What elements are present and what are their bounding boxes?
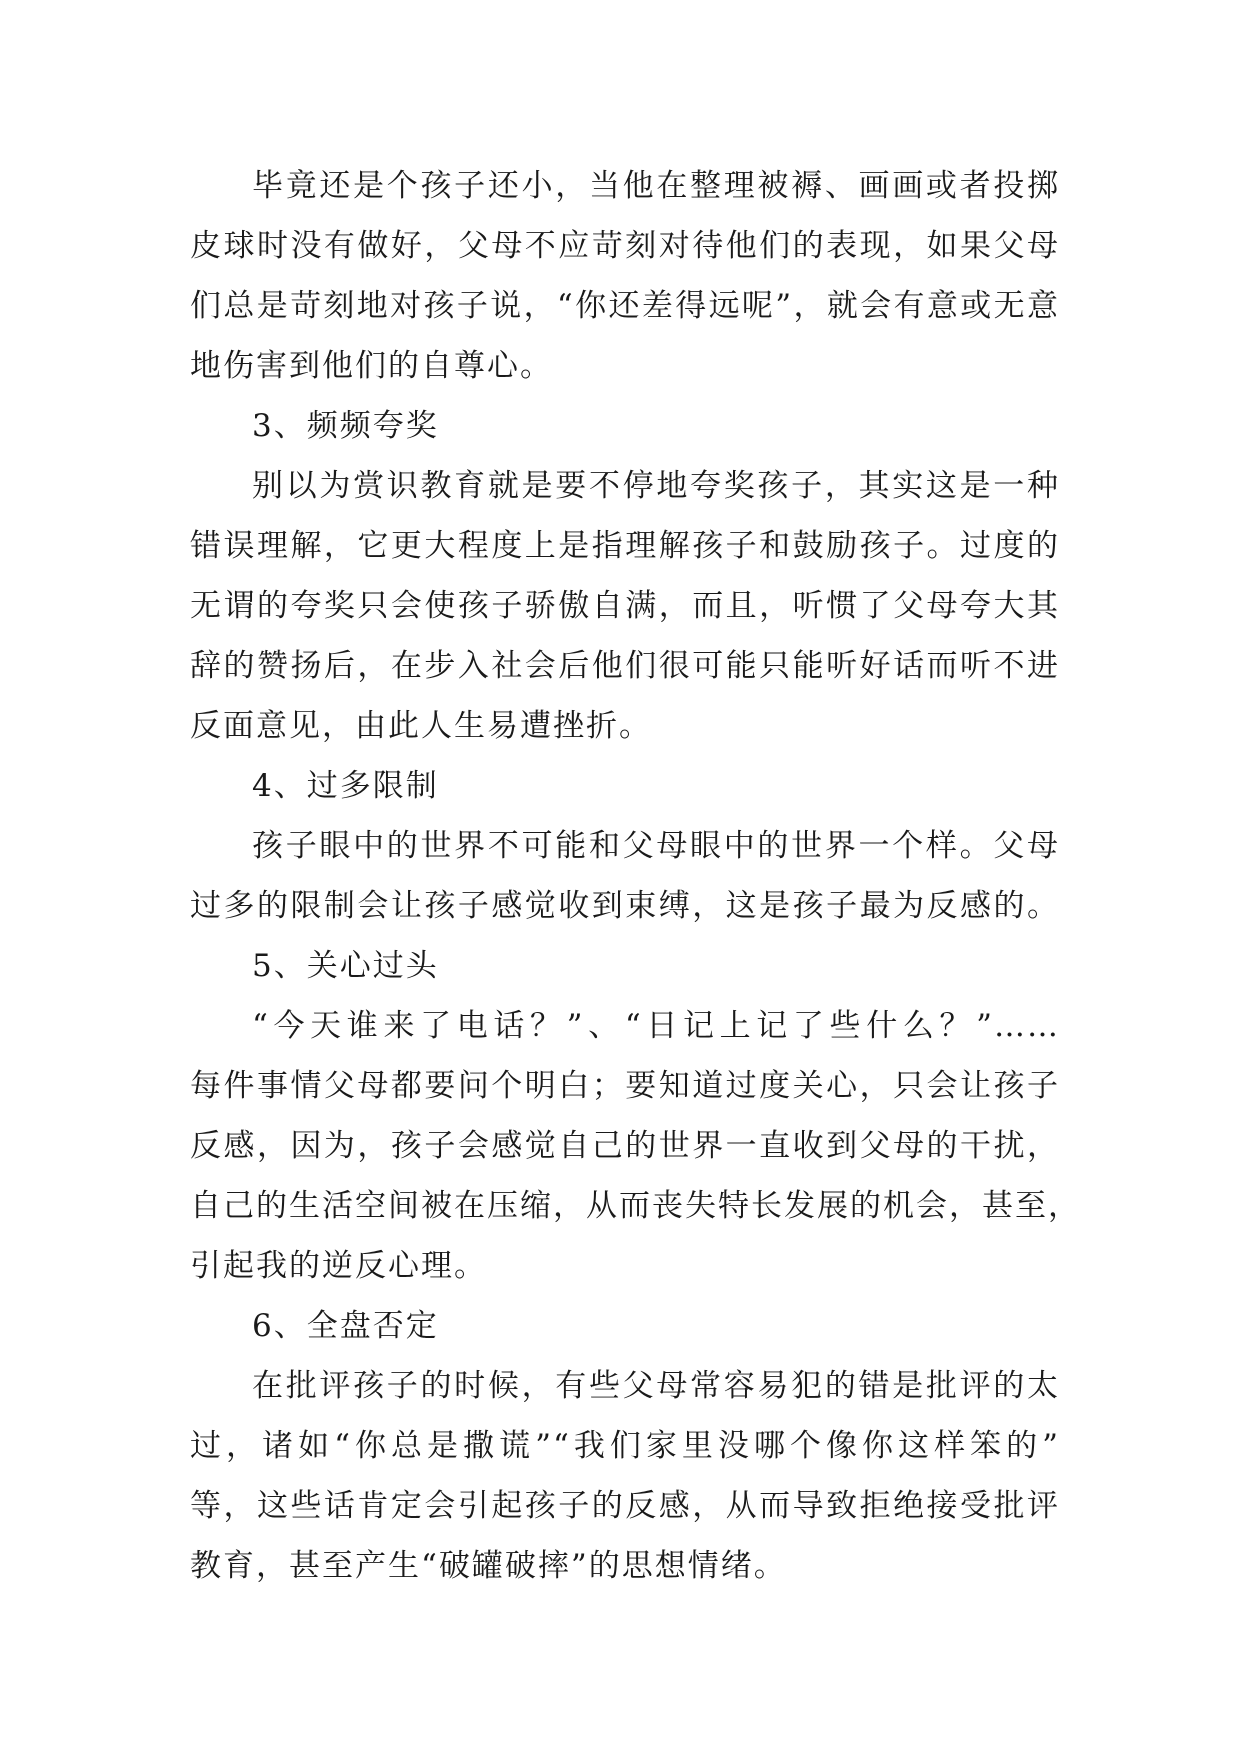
section-heading-5: 5、关心过头	[252, 948, 439, 984]
text-line: 毕竟还是个孩子还小，当他在整理被褥、画画或者投掷	[252, 168, 1060, 204]
text-line: 引起我的逆反心理。	[190, 1248, 487, 1284]
text-line: 每件事情父母都要问个明白；要知道过度关心，只会让孩子	[190, 1068, 1060, 1104]
text-line: 辞的赞扬后，在步入社会后他们很可能只能听好话而听不进	[190, 648, 1060, 684]
text-line: 反面意见，由此人生易遭挫折。	[190, 708, 652, 744]
paragraph-overcare	[190, 996, 1081, 1296]
document-body	[190, 156, 1081, 1596]
text-line: “今天谁来了电话？”、“日记上记了些什么？”……	[252, 1008, 1061, 1044]
text-line: 皮球时没有做好，父母不应苛刻对待他们的表现，如果父母	[190, 228, 1060, 264]
paragraph-total-denial	[190, 1356, 1060, 1596]
text-line: 错误理解，它更大程度上是指理解孩子和鼓励孩子。过度的	[190, 528, 1060, 564]
paragraph-restrictions	[190, 816, 1060, 936]
text-line: 无谓的夸奖只会使孩子骄傲自满，而且，听惯了父母夸大其	[190, 588, 1060, 624]
section-heading-3: 3、频频夸奖	[252, 408, 439, 444]
section-heading-4: 4、过多限制	[252, 768, 439, 804]
text-line: 过多的限制会让孩子感觉收到束缚，这是孩子最为反感的。	[190, 888, 1060, 924]
paragraph-praise	[190, 456, 1060, 756]
text-line: 等，这些话肯定会引起孩子的反感，从而导致拒绝接受批评	[190, 1488, 1060, 1524]
section-heading-6: 6、全盘否定	[252, 1308, 439, 1344]
text-line: 们总是苛刻地对孩子说，“你还差得远呢”，就会有意或无意	[190, 288, 1060, 324]
text-line: 自己的生活空间被在压缩，从而丧失特长发展的机会，甚至，	[190, 1188, 1081, 1224]
paragraph-childish-mistakes	[190, 156, 1060, 396]
text-line: 教育，甚至产生“破罐破摔”的思想情绪。	[190, 1548, 787, 1584]
text-line: 在批评孩子的时候，有些父母常容易犯的错是批评的太	[252, 1368, 1060, 1404]
text-line: 地伤害到他们的自尊心。	[190, 348, 553, 384]
text-line: 孩子眼中的世界不可能和父母眼中的世界一个样。父母	[252, 828, 1060, 864]
text-line: 过，诸如“你总是撒谎”“我们家里没哪个像你这样笨的”	[190, 1428, 1060, 1464]
text-line: 反感，因为，孩子会感觉自己的世界一直收到父母的干扰，	[190, 1128, 1060, 1164]
text-line: 别以为赏识教育就是要不停地夸奖孩子，其实这是一种	[252, 468, 1060, 504]
